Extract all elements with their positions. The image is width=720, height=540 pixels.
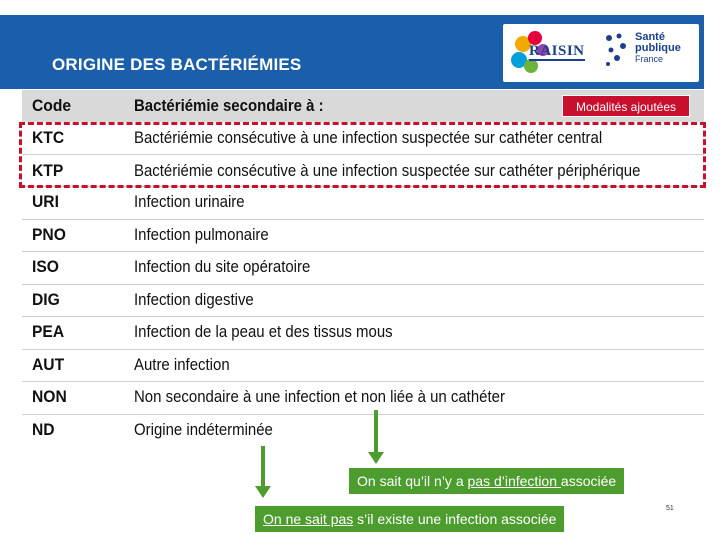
added-modalities-badge: Modalités ajoutées xyxy=(562,95,690,117)
table-row xyxy=(22,382,704,415)
arrow-down-icon xyxy=(368,452,384,464)
note-non-emphasis: pas d’infection xyxy=(467,473,561,489)
sante-publique-logo-text xyxy=(635,32,681,65)
row-description: Bactériémie consécutive à une infection suspectée sur cathéter central xyxy=(134,128,603,147)
row-code: DIG xyxy=(32,289,60,309)
note-non-text-end: associée xyxy=(560,473,617,489)
row-description: Infection du site opératoire xyxy=(134,257,311,276)
note-nd xyxy=(255,506,564,532)
column-header-description: Bactériémie secondaire à : xyxy=(134,96,324,115)
row-code: ISO xyxy=(32,257,59,276)
row-code: PEA xyxy=(32,322,65,341)
row-description: Infection de la peau et des tissus mous xyxy=(134,322,393,341)
table-row xyxy=(22,350,704,383)
arrow-down-icon xyxy=(255,486,271,498)
arrow-to-non-line xyxy=(374,410,378,452)
row-description: Infection urinaire xyxy=(134,192,245,211)
slide-title: ORIGINE DES BACTÉRIÉMIES xyxy=(52,55,302,74)
new-codes-highlight xyxy=(19,122,706,188)
column-header-code: Code xyxy=(32,96,72,115)
table-row xyxy=(22,220,704,253)
note-non xyxy=(349,468,624,494)
table-row xyxy=(22,187,704,220)
table-row xyxy=(22,415,704,448)
row-description: Infection pulmonaire xyxy=(134,224,269,244)
row-description: Origine indéterminée xyxy=(134,419,273,439)
row-code: KTP xyxy=(32,160,64,180)
note-nd-text: s’il existe une infection associée xyxy=(353,511,557,527)
row-code: PNO xyxy=(32,224,66,244)
row-code: AUT xyxy=(32,354,65,374)
row-description: Non secondaire à une infection et non liée à un cathéter xyxy=(134,387,505,406)
table-row xyxy=(22,285,704,318)
row-code: ND xyxy=(32,419,55,439)
row-description: Autre infection xyxy=(134,354,230,374)
page-number: 51 xyxy=(666,505,674,512)
table-row xyxy=(22,252,704,285)
row-description: Bactériémie consécutive à une infection suspectée sur cathéter périphérique xyxy=(134,160,641,180)
sante-line1: Santé xyxy=(635,31,665,43)
table-row xyxy=(22,317,704,350)
sante-publique-logo-icon xyxy=(603,32,629,72)
raisin-logo-text: RAISIN xyxy=(529,43,585,59)
row-code: KTC xyxy=(32,128,65,147)
row-code: URI xyxy=(32,192,59,211)
logo-area xyxy=(503,24,699,82)
sante-line3: France xyxy=(635,54,664,64)
note-non-text: On sait qu’il n’y a xyxy=(357,473,468,489)
row-description: Infection digestive xyxy=(134,289,254,309)
sante-line2: publique xyxy=(635,42,681,54)
arrow-to-nd-line xyxy=(261,446,265,486)
note-nd-emphasis: On ne sait pas xyxy=(263,511,354,527)
row-code: NON xyxy=(32,387,67,406)
